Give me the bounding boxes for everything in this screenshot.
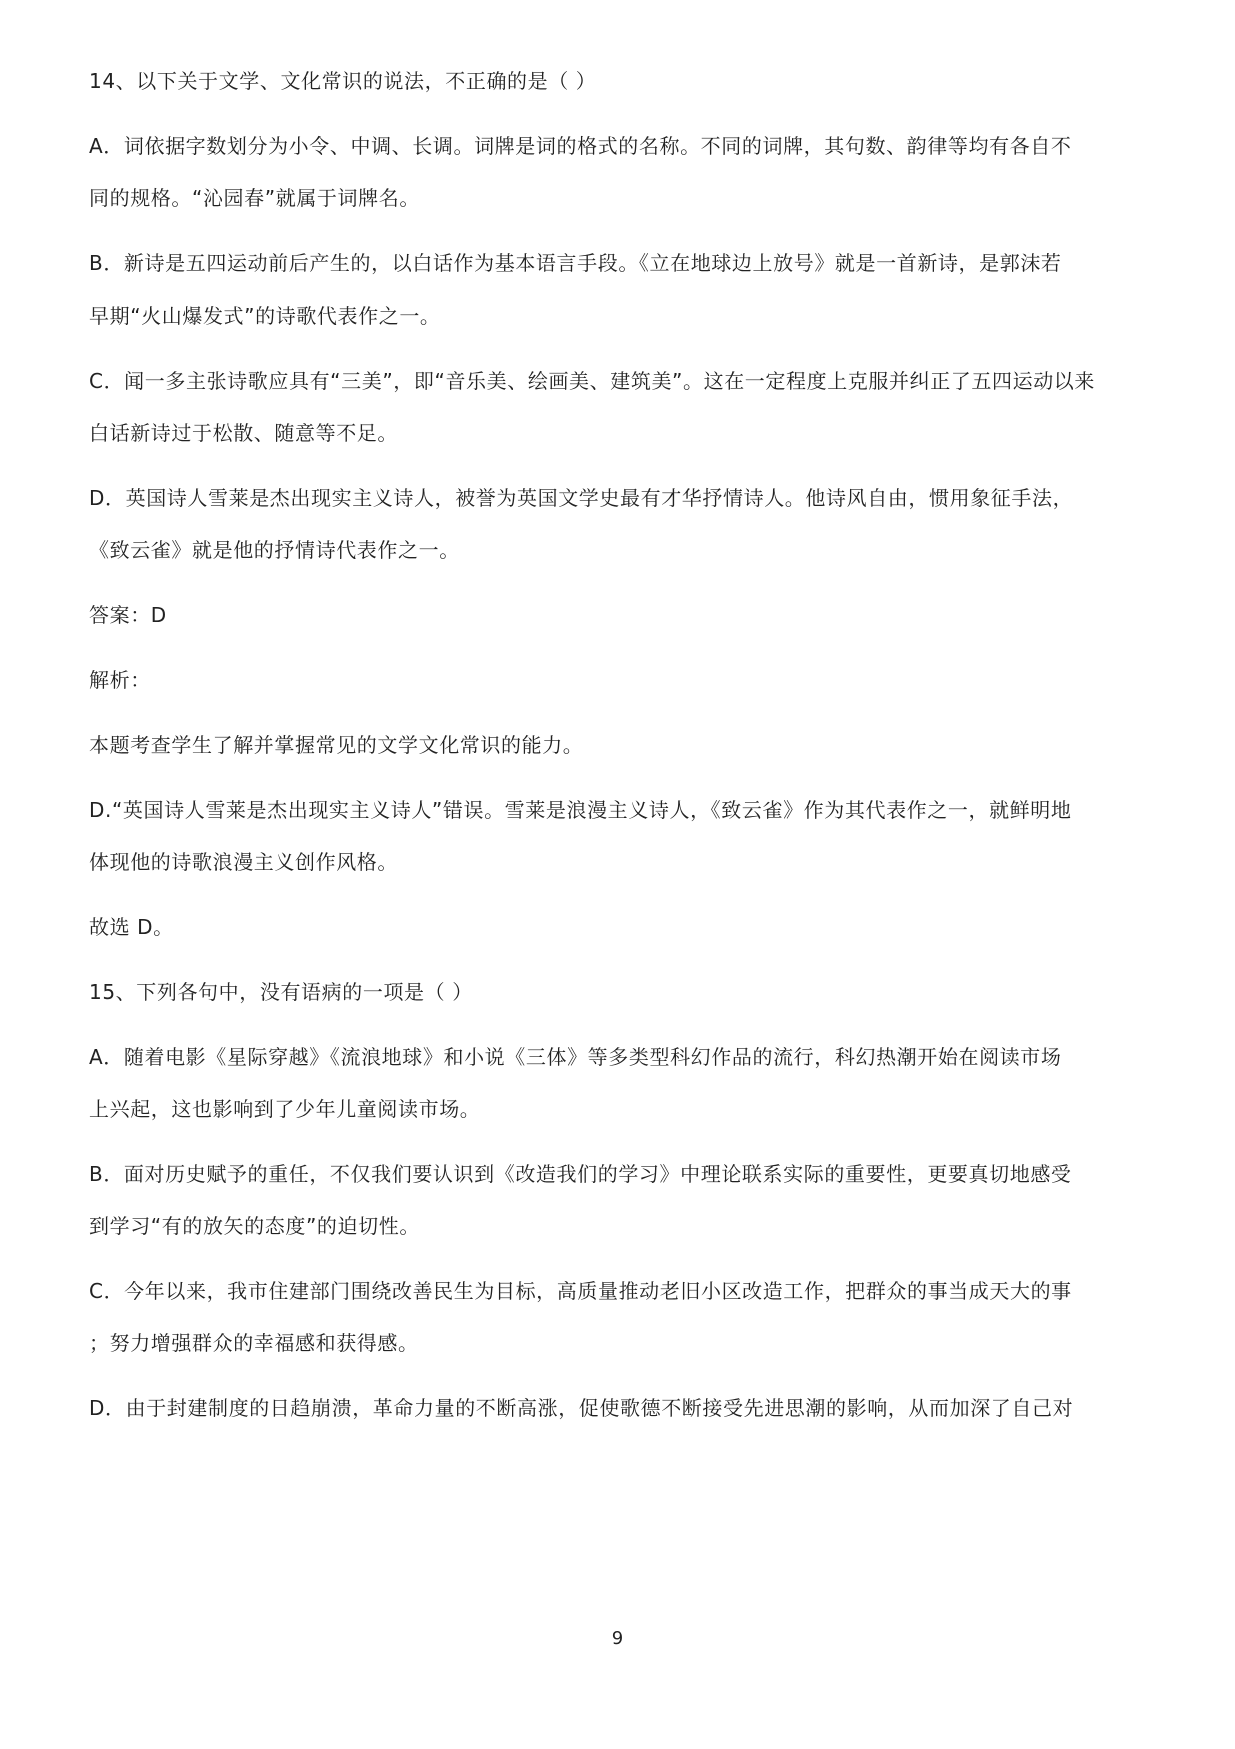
q14-option-a-line-2: 同的规格。“沁园春”就属于词牌名。 bbox=[89, 186, 420, 210]
q14-option-b-line-1: B．新诗是五四运动前后产生的，以白话作为基本语言手段。《立在地球边上放号》就是一首新诗，是郭沫若 bbox=[89, 251, 1062, 275]
q14-analysis-line-1: D.“英国诗人雪莱是杰出现实主义诗人”错误。雪莱是浪漫主义诗人，《致云雀》作为其代表作之一，就鲜明地 bbox=[89, 798, 1072, 822]
question-15-stem: 15、下列各句中，没有语病的一项是（ ） bbox=[89, 980, 473, 1004]
q15-option-c-line-1: C．今年以来，我市住建部门围绕改善民生为目标，高质量推动老旧小区改造工作，把群众的事当成天大的事 bbox=[89, 1279, 1072, 1303]
q14-option-b-line-2: 早期“火山爆发式”的诗歌代表作之一。 bbox=[89, 304, 441, 328]
q14-option-a-line-1: A．词依据字数划分为小令、中调、长调。词牌是词的格式的名称。不同的词牌，其句数、韵律等均有各自不 bbox=[89, 134, 1072, 158]
q15-option-a-line-2: 上兴起，这也影响到了少年儿童阅读市场。 bbox=[89, 1097, 481, 1121]
q14-analysis-heading: 解析： bbox=[89, 668, 151, 692]
q14-option-c-line-1: C．闻一多主张诗歌应具有“三美”，即“音乐美、绘画美、建筑美”。这在一定程度上克服并纠正了五四运动以来 bbox=[89, 369, 1096, 393]
question-14-stem: 14、以下关于文学、文化常识的说法，不正确的是（ ） bbox=[89, 69, 597, 93]
q14-analysis-intro: 本题考查学生了解并掌握常见的文学文化常识的能力。 bbox=[89, 733, 584, 757]
q15-option-b-line-1: B．面对历史赋予的重任，不仅我们要认识到《改造我们的学习》中理论联系实际的重要性，更要真切地感受 bbox=[89, 1162, 1072, 1186]
q14-option-d-line-2: 《致云雀》就是他的抒情诗代表作之一。 bbox=[89, 538, 460, 562]
q14-analysis-line-2: 体现他的诗歌浪漫主义创作风格。 bbox=[89, 850, 398, 874]
page-number: 9 bbox=[611, 1628, 624, 1649]
q14-option-d-line-1: D．英国诗人雪莱是杰出现实主义诗人，被誉为英国文学史最有才华抒情诗人。他诗风自由，惯用象征手法， bbox=[89, 486, 1074, 510]
q15-option-c-line-2: ；努力增强群众的幸福感和获得感。 bbox=[89, 1331, 419, 1355]
q14-conclusion: 故选 D。 bbox=[89, 915, 174, 939]
q14-option-c-line-2: 白话新诗过于松散、随意等不足。 bbox=[89, 421, 398, 445]
q14-answer: 答案：D bbox=[89, 603, 167, 627]
q15-option-d-line-1: D．由于封建制度的日趋崩溃，革命力量的不断高涨，促使歌德不断接受先进思潮的影响，从而加深了自己对 bbox=[89, 1396, 1074, 1420]
q15-option-b-line-2: 到学习“有的放矢的态度”的迫切性。 bbox=[89, 1214, 420, 1238]
q15-option-a-line-1: A．随着电影《星际穿越》《流浪地球》和小说《三体》等多类型科幻作品的流行，科幻热潮开始在阅读市场 bbox=[89, 1045, 1062, 1069]
